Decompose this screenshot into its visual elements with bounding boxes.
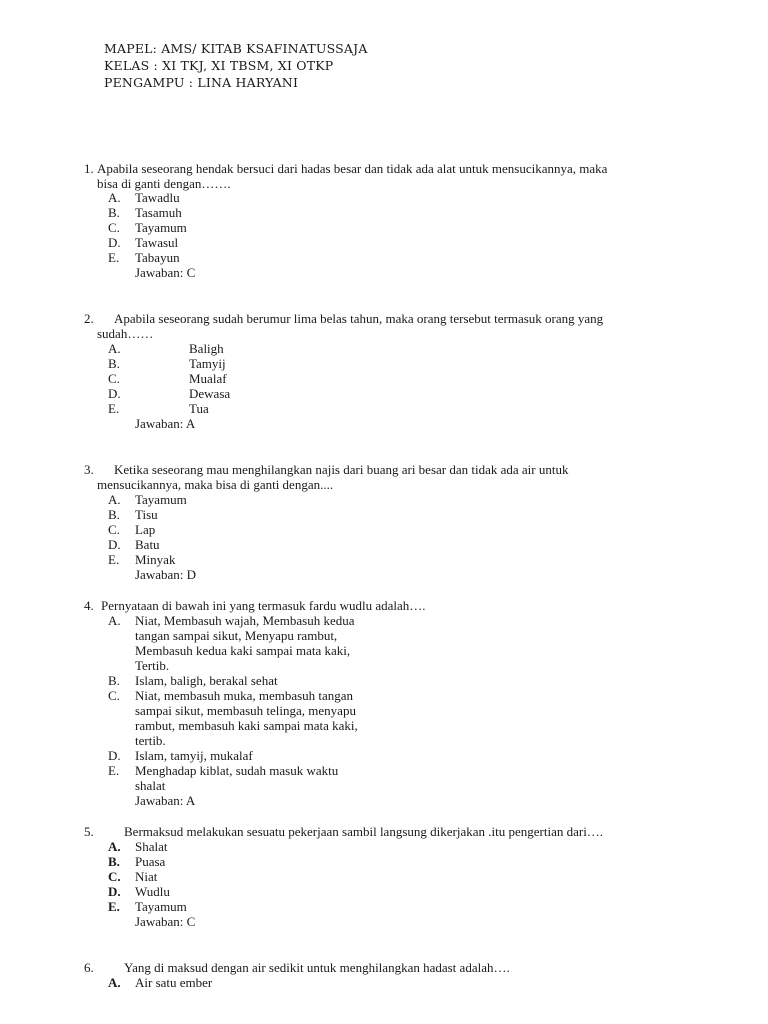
option-text: Mualaf bbox=[189, 371, 227, 386]
option-text: Minyak bbox=[135, 552, 176, 567]
question-text: Yang di maksud dengan air sedikit untuk menghilangkan hadast adalah…. bbox=[124, 960, 510, 975]
answer-key: Jawaban: A bbox=[135, 416, 196, 431]
answer-key: Jawaban: C bbox=[135, 265, 196, 280]
option-text: Menghadap kiblat, sudah masuk waktu bbox=[135, 763, 339, 778]
option-letter: D. bbox=[108, 386, 121, 401]
option-text: Shalat bbox=[135, 839, 168, 854]
option-text: Lap bbox=[135, 522, 156, 537]
question-text: sudah…… bbox=[97, 326, 154, 341]
option-text: tangan sampai sikut, Menyapu rambut, bbox=[135, 628, 338, 643]
option-letter: C. bbox=[108, 869, 121, 884]
option-letter: A. bbox=[108, 492, 121, 507]
option-text: Tua bbox=[189, 401, 209, 416]
teacher-line: PENGAMPU : LINA HARYANI bbox=[104, 75, 299, 90]
option-letter: B. bbox=[108, 854, 120, 869]
option-text: tertib. bbox=[135, 733, 166, 748]
option-text: Tawasul bbox=[135, 235, 179, 250]
answer-key: Jawaban: C bbox=[135, 914, 196, 929]
option-text: sampai sikut, membasuh telinga, menyapu bbox=[135, 703, 356, 718]
option-letter: A. bbox=[108, 839, 121, 854]
option-letter: D. bbox=[108, 537, 121, 552]
option-text: Baligh bbox=[189, 341, 224, 356]
option-text: Air satu ember bbox=[135, 975, 213, 990]
option-text: shalat bbox=[135, 778, 166, 793]
option-letter: E. bbox=[108, 763, 120, 778]
option-letter: A. bbox=[108, 190, 121, 205]
option-letter: C. bbox=[108, 220, 120, 235]
subject-line: MAPEL: AMS/ KITAB KSAFINATUSSAJA bbox=[104, 41, 368, 56]
option-letter: B. bbox=[108, 507, 120, 522]
question-text: Apabila seseorang hendak bersuci dari hadas besar dan tidak ada alat untuk mensucikannya, maka bbox=[97, 161, 608, 176]
option-text: Tertib. bbox=[135, 658, 170, 673]
option-letter: E. bbox=[108, 899, 120, 914]
option-letter: A. bbox=[108, 975, 121, 990]
option-letter: A. bbox=[108, 613, 121, 628]
question-text: bisa di ganti dengan……. bbox=[97, 176, 231, 191]
question-text: Pernyataan di bawah ini yang termasuk fardu wudlu adalah…. bbox=[101, 598, 426, 613]
option-text: Islam, tamyij, mukalaf bbox=[135, 748, 253, 763]
option-text: Tayamum bbox=[135, 899, 187, 914]
option-text: Islam, baligh, berakal sehat bbox=[135, 673, 278, 688]
option-text: Tawadlu bbox=[135, 190, 180, 205]
class-line: KELAS : XI TKJ, XI TBSM, XI OTKP bbox=[104, 58, 334, 73]
option-text: Niat, Membasuh wajah, Membasuh kedua bbox=[135, 613, 355, 628]
option-letter: B. bbox=[108, 356, 120, 371]
answer-key: Jawaban: A bbox=[135, 793, 196, 808]
option-text: Tasamuh bbox=[135, 205, 182, 220]
option-letter: D. bbox=[108, 235, 121, 250]
option-letter: D. bbox=[108, 884, 121, 899]
option-letter: C. bbox=[108, 371, 120, 386]
question-number: 6. bbox=[84, 960, 94, 975]
question-number: 4. bbox=[84, 598, 94, 613]
option-text: Tamyij bbox=[189, 356, 226, 371]
option-text: Tabayun bbox=[135, 250, 180, 265]
option-text: Wudlu bbox=[135, 884, 170, 899]
option-letter: B. bbox=[108, 673, 120, 688]
option-letter: A. bbox=[108, 341, 121, 356]
question-number: 2. bbox=[84, 311, 94, 326]
option-text: Membasuh kedua kaki sampai mata kaki, bbox=[135, 643, 351, 658]
option-letter: C. bbox=[108, 522, 120, 537]
question-text: mensucikannya, maka bisa di ganti dengan.... bbox=[97, 477, 334, 492]
question-number: 1. bbox=[84, 161, 94, 176]
option-letter: B. bbox=[108, 205, 120, 220]
option-letter: D. bbox=[108, 748, 121, 763]
option-text: Tisu bbox=[135, 507, 158, 522]
question-text: Bermaksud melakukan sesuatu pekerjaan sambil langsung dikerjakan .itu pengertian dari…. bbox=[124, 824, 604, 839]
option-letter: E. bbox=[108, 401, 120, 416]
option-text: Tayamum bbox=[135, 492, 187, 507]
question-text: Apabila seseorang sudah berumur lima belas tahun, maka orang tersebut termasuk orang yang bbox=[114, 311, 604, 326]
option-text: rambut, membasuh kaki sampai mata kaki, bbox=[135, 718, 358, 733]
option-text: Puasa bbox=[135, 854, 166, 869]
option-letter: C. bbox=[108, 688, 120, 703]
option-letter: E. bbox=[108, 552, 120, 567]
option-text: Dewasa bbox=[189, 386, 231, 401]
question-number: 5. bbox=[84, 824, 94, 839]
option-text: Niat, membasuh muka, membasuh tangan bbox=[135, 688, 354, 703]
option-text: Tayamum bbox=[135, 220, 187, 235]
option-text: Batu bbox=[135, 537, 160, 552]
answer-key: Jawaban: D bbox=[135, 567, 197, 582]
option-text: Niat bbox=[135, 869, 158, 884]
question-number: 3. bbox=[84, 462, 94, 477]
question-text: Ketika seseorang mau menghilangkan najis dari buang ari besar dan tidak ada air untuk bbox=[114, 462, 569, 477]
option-letter: E. bbox=[108, 250, 120, 265]
